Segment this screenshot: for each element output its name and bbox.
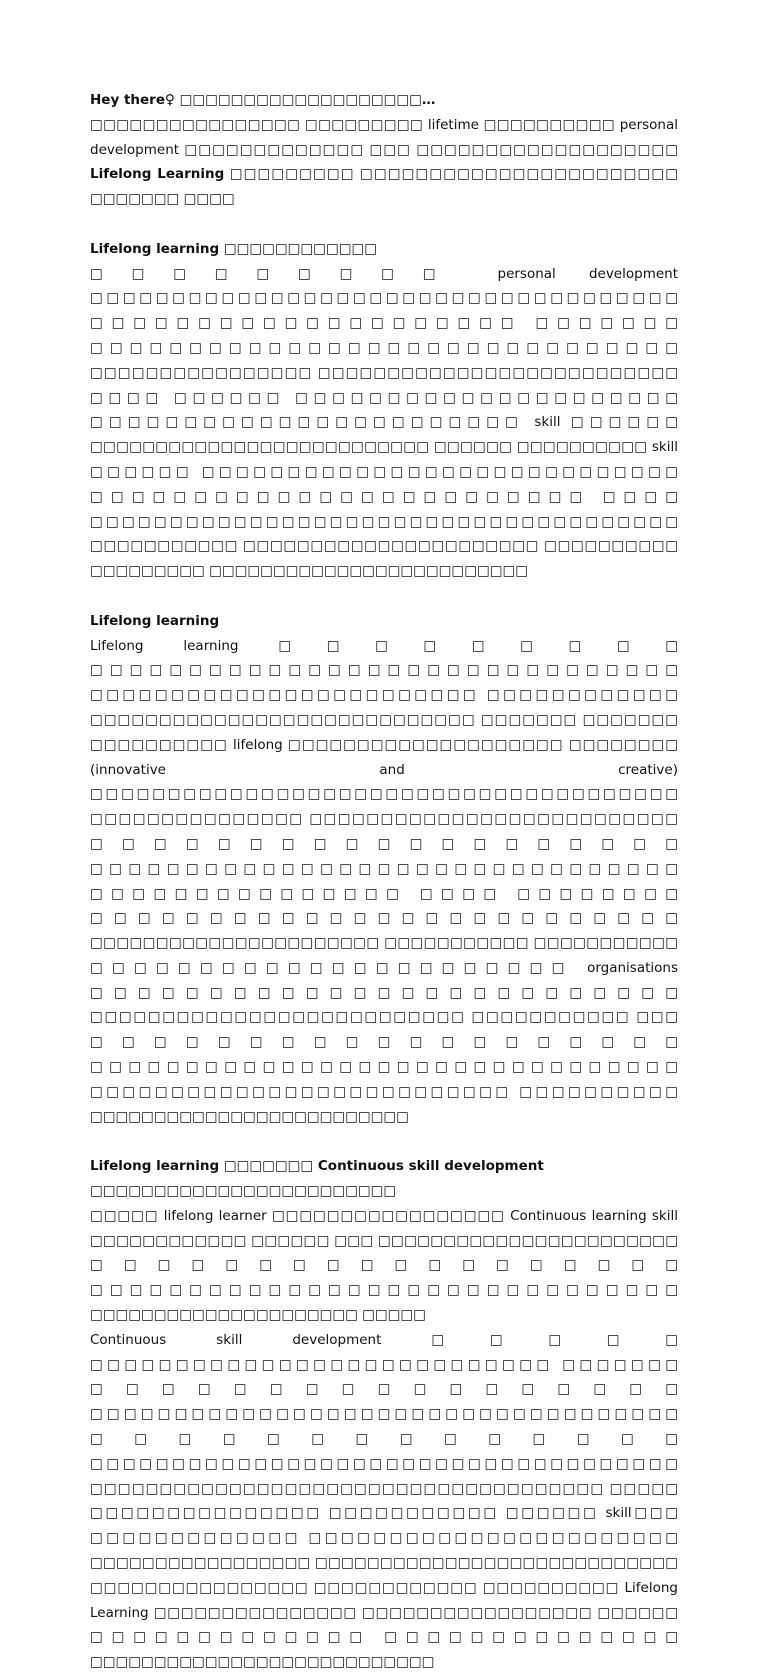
section-2-body: Lifelong learning □□□□□□□□□ □□□□□□□□□□□□□□□□□□□□□□□□□□□□□□ □□□□□□□□□□□□□□□□□□□□□□□□ □□□□□□□□□□□□ □□□□□□□□□□□□□□□□□□□□□□□□□□□□ □□□□□□□ □□□□□□□ □□□□□□□□□□ lifelong □□□□□□□□□□□□□□□□□□□□ □□□□□□□□ (innovative and creative) □□□□□□□□□□□□□□□□□□□□□□□□□□□□□□□□□□□□□□ □□□□□□□□□□□□□□□ □□□□□□□□□□□□□□□□□□□□□□□□□□ □□□□□□□□□□□□□□□□□□□ □□□□□□□□□□□□□□□□□□□□□□□□□□□□□□□ □□□□□□□□□□□□□□□ □□□□ □□□□□□□□ □□□□□□□□□□□□□□□□□□□□□□□□□ □□□□□□□□□□□□□□□□□□□□□□ □□□□□□□□□□□ □□□□□□□□□□□ □□□□□□□□□□□□□□□□□□□□□□ organisations □□□□□□□□□□□□□□□□□□□□□□□□□ □□□□□□□□□□□□□□□□□□□□□□□□□□ □□□□□□□□□□□ □□□ □□□□□□□□□□□□□□□□□□□ □□□□□□□□□□□□□□□□□□□□□□□□□□□□□□□ □□□□□□□□□□□□□□□□□□□□□□□□□□ □□□□□□□□□□ □□□□□□□□□□□□□□□□□□□□□□□□□ (90, 637, 678, 1125)
intro-text-end: □□□□□□□□□ □□□□□□□□□□□□□□□□□□□□□□□ □□□□□□□ □□□□ (90, 166, 678, 208)
greeting-line: Hey there♀ □□□□□□□□□□□□□□□□□□□… (90, 92, 436, 108)
intro-bold-term: Lifelong Learning (90, 166, 225, 183)
section-1-body: □□□□□□□□□ personal development □□□□□□□□□□□□□□□□□□□□□□□□□□□□□□□□□□□□ □□□□□□□□□□□□□□□□□□□□ □□□□□□□ □□□□□□□□□□□□□□□□□□□□□□□□□□□□□□ □□□□□□□□□□□□□□□□ □□□□□□□□□□□□□□□□□□□□□□□□□□ □□□□ □□□□□□ □□□□□□□□□□□□□□□□□□□□□ □□□□□□□□□□□□□□□□□□□□□□□ skill □□□□□□ □□□□□□□□□□□□□□□□□□□□□□□□□□ □□□□□□ □□□□□□□□□□ skill □□□□□□ □□□□□□□□□□□□□□□□□□□□□□□□□□□□ □□□□□□□□□□□□□□□□□□□□□□□□ □□□□ □□□□□□□□□□□□□□□□□□□□□□□□□□□□□□□□□□□□□ □□□□□□□□□□□ □□□□□□□□□□□□□□□□□□□□□□ □□□□□□□□□□ □□□□□□□□□ □□□□□□□□□□□□□□□□□□□□□□□□□ (90, 265, 678, 580)
section-3-body-2: Continuous skill development □□□□□ □□□□□□□□□□□□□□□□□□□□□□□□□□□ □□□□□□□ □□□□□□□□□□□□□□□□□ □□□□□□□□□□□□□□□□□□□□□□□□□□□□□□□□□□□ □□□□□□□□□□□□□□ □□□□□□□□□□□□□□□□□□□□□□□□□□□□□□□□□□□□ □□□□□□□□□□□□□□□□□□□□□□□□□□□□□□□□□□□□□ □□□□□ □□□□□□□□□□□□□□□ □□□□□□□□□□□ □□□□□□ skill□□□ □□□□□□□□□□□□□ □□□□□□□□□□□□□□□□□□□□□□□ □□□□□□□□□□□□□□□□□ □□□□□□□□□□□□□□□□□□□□□□□□□□□□ □□□□□□□□□□□□□□□□ □□□□□□□□□□□□ □□□□□□□□□□ Lifelong Learning □□□□□□□□□□□□□□□ □□□□□□□□□□□□□□□□□ □□□□□□ □□□□□□□□□□□□□ □□□□□□□□□□□□□□ □□□□□□□□□□□□□□□□□□□□□□□□□□□ (90, 1331, 678, 1671)
section-3-body-1: □□□□□ lifelong learner □□□□□□□□□□□□□□□□□ Continuous learning skill □□□□□□□□□□□□ □□□□□□ □□□ □□□□□□□□□□□□□□□□□□□□□□□ □□□□□□□□□□□□□□□□□□ □□□□□□□□□□□□□□□□□□□□□□□□□□□□□□ □□□□□□□□□□□□□□□□□□□□□ □□□□□ (90, 1207, 678, 1324)
intro-paragraph (90, 113, 678, 212)
section-3-heading: Lifelong learning □□□□□□□ Continuous skill development □□□□□□□□□□□□□□□□□□□□□□□□ (90, 1158, 544, 1200)
intro-text-start: □□□□□□□□□□□□□□□□ □□□□□□□□□ lifetime □□□□□□□□□□ personal development □□□□□□□□□□□□□ □□□ □□□□□□□□□□□□□□□□□□□ (90, 116, 678, 158)
section-1-heading: Lifelong learning □□□□□□□□□□□□ (90, 240, 377, 257)
section-2-heading: Lifelong learning (90, 612, 220, 629)
document-page (90, 88, 678, 1675)
